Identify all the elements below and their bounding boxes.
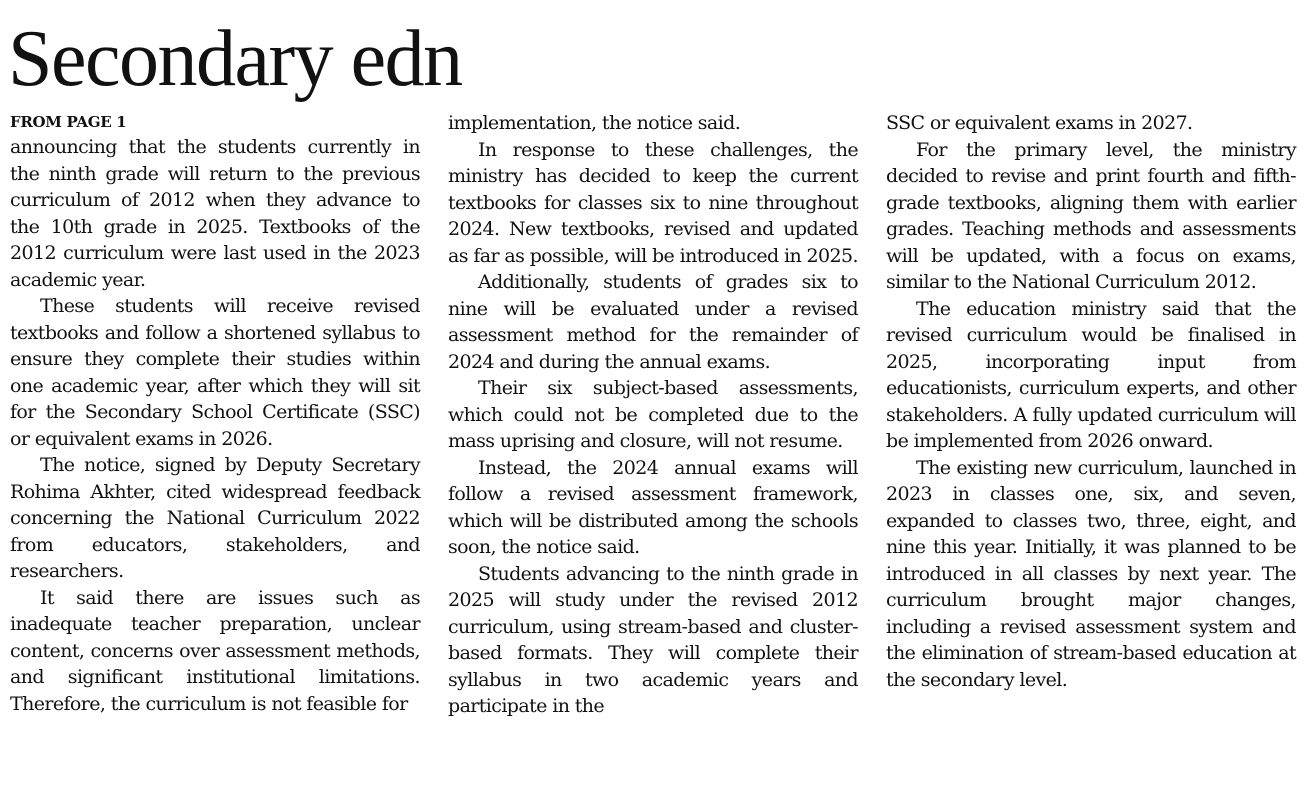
paragraph: Students advancing to the ninth grade in 2025 will study under the revised 2012 curriculum, using stream-based and cluster-based formats. They will complete their syllabus in two academic years and participate in the <box>448 562 858 717</box>
paragraph: Additionally, students of grades six to nine will be evaluated under a revised assessment method for the remainder of 2024 and during the annual exams. <box>448 271 858 373</box>
paragraph: implementation, the notice said. <box>448 112 741 134</box>
paragraph: For the primary level, the ministry decided to revise and print fourth and fifth-grade textbooks, aligning them with earlier grades. Teaching methods and assessments will be updated, with a focus on exams, similar to the National Curriculum 2012. <box>886 138 1296 293</box>
paragraph: Their six subject-based assessments, which could not be completed due to the mass uprising and closure, will not resume. <box>448 377 858 452</box>
paragraph: The notice, signed by Deputy Secretary Rohima Akhter, cited widespread feedback concerning the National Curriculum 2022 from educators, stakeholders, and researchers. <box>10 454 420 582</box>
paragraph: Instead, the 2024 annual exams will follow a revised assessment framework, which will be distributed among the schools soon, the notice said. <box>448 456 858 558</box>
article-column-1 <box>10 110 420 717</box>
paragraph: In response to these challenges, the ministry has decided to keep the current textbooks for classes six to nine throughout 2024. New textbooks, revised and updated as far as possible, will be introduced in 2025. <box>448 138 858 267</box>
paragraph: The education ministry said that the revised curriculum would be finalised in 2025, incorporating input from educationists, curriculum experts, and other stakeholders. A fully updated curriculum will be implemented from 2026 onward. <box>886 297 1296 452</box>
article-column-2 <box>448 110 858 720</box>
paragraph: announcing that the students currently in the ninth grade will return to the previous curriculum of 2012 when they advance to the 10th grade in 2025. Textbooks of the 2012 curriculum were last used in the 2023 academic year. <box>10 136 420 291</box>
paragraph: These students will receive revised textbooks and follow a shortened syllabus to ensure they complete their studies within one academic year, after which they will sit for the Secondary School Certificate (SSC) or equivalent exams in 2026. <box>10 295 420 450</box>
paragraph: It said there are issues such as inadequate teacher preparation, unclear content, concerns over assessment methods, and significant institutional limitations. Therefore, the curriculum is not feasible for <box>10 586 420 715</box>
paragraph: SSC or equivalent exams in 2027. <box>886 112 1193 134</box>
headline: Secondary edn <box>8 15 462 103</box>
article-column-3 <box>886 110 1296 693</box>
dateline: FROM PAGE 1 <box>10 113 127 131</box>
paragraph: The existing new curriculum, launched in 2023 in classes one, six, and seven, expanded to classes two, three, eight, and nine this year. Initially, it was planned to be introduced in all classes by next year. The curriculum brought major changes, including a revised assessment system and the elimination of stream-based education at the secondary level. <box>886 456 1296 691</box>
